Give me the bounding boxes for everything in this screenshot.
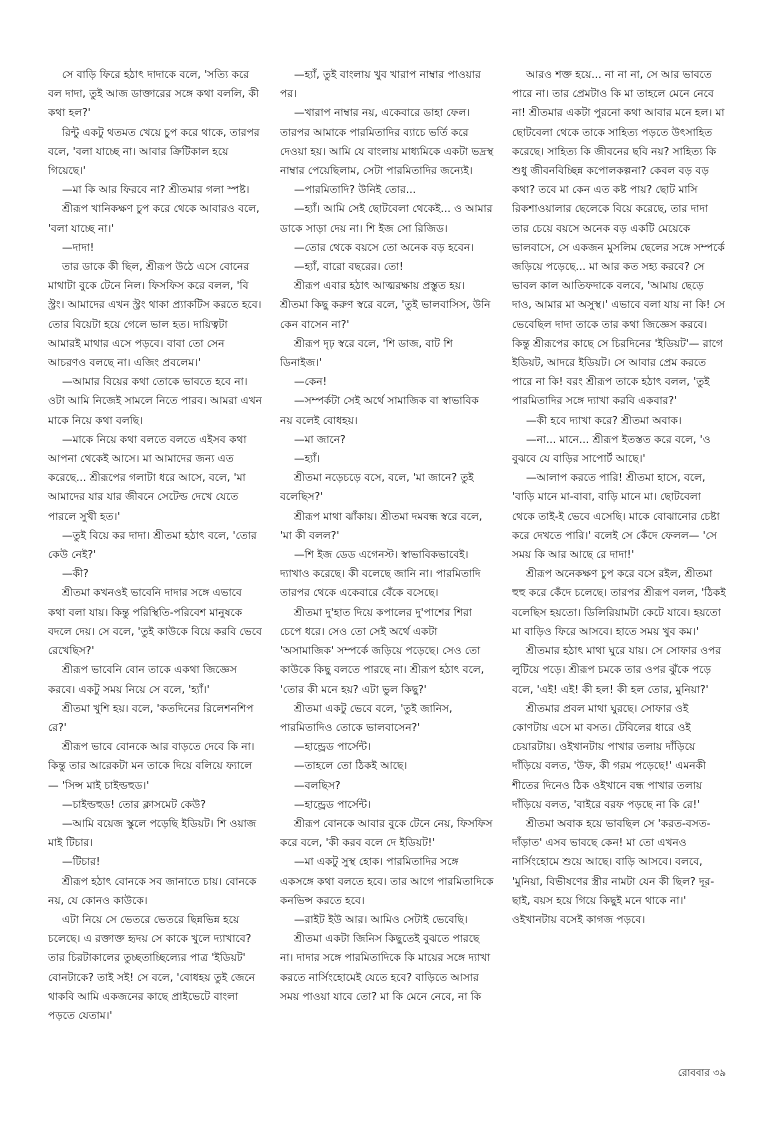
paragraph: শ্রীতমার প্রবল মাথা ঘুরছে। সোফার ওই কোণটায় এসে মা বসত। টেবিলের ধারে ওই চেয়ারটায়। ওইখানটায় পাখার তলায় দাঁড়িয়ে দাঁড়িয়ে বলত, 'উফ, কী গরম পড়েছে!' এমনকী শীতের দিনেও ঠিক ওইখানে বন্ধ পাখার তলায় দাঁড়িয়ে বলত, 'বাইরে বরফ পড়ছে না কি রে!' bbox=[512, 702, 706, 811]
paragraph: —টিচার! bbox=[62, 856, 101, 869]
paragraph: —চাইল্ডহুড! তোর ক্লাসমেট কেউ? bbox=[62, 798, 206, 811]
paragraph: —বলছিস? bbox=[294, 779, 341, 792]
paragraph: শ্রীরূপ হঠাৎ বোনকে সব জানাতে চায়। বোনকে নয়, যে কোনও কাউকে। bbox=[48, 875, 257, 907]
paragraph: —মা জানে? bbox=[294, 433, 346, 446]
paragraph: শ্রীরূপ এবার হঠাৎ আত্মরক্ষায় প্রস্তুত হয়। শ্রীতমা কিছু করুণ স্বরে বলে, 'তুই ভালবাসিস, উনি কেন বাসেন না?' bbox=[280, 280, 491, 331]
paragraph: —দাদা! bbox=[62, 241, 95, 254]
column-3 bbox=[512, 66, 726, 1056]
paragraph: রিন্টু একটু থতমত খেয়ে চুপ করে থাকে, তারপর বলে, 'বলা যাচ্ছে না। আবার ক্রিটিকাল হয়ে গিয়েছে।' bbox=[48, 126, 260, 178]
paragraph: —শি ইজ ডেড এগেনস্ট। স্বাভাবিকভাবেই। দ্যাখাও করেছে। কী বলেছে জানি না। পারমিতাদি তারপর থেকে একেবারে বেঁকে বসেছে। bbox=[280, 549, 481, 600]
paragraph: —মা একটু সুস্থ হোক। পারমিতাদির সঙ্গে একসঙ্গে কথা বলতে হবে। তার আগে পারমিতাদিকে কনভিন্স করতে হবে। bbox=[280, 856, 494, 907]
paragraph: শ্রীতমা খুশি হয়। বলে, 'কতদিনের রিলেশনশিপ রে?' bbox=[48, 702, 254, 734]
paragraph: শ্রীতমা দু'হাত দিয়ে কপালের দু'পাশের শিরা চেপে ধরে। সেও তো সেই অর্থে একটা 'অসামাজিক' সম্পর্কে জড়িয়ে পড়েছে। সেও তো কাউকে কিছু বলতে পারছে না। শ্রীরূপ হঠাৎ বলে, 'তোর কী মনে হয়? এটা ভুল কিছু?' bbox=[280, 606, 485, 696]
paragraph: শ্রীরূপ ভাবে বোনকে আর বাড়তে দেবে কি না। কিন্তু তার আরেকটা মন তাকে দিয়ে বলিয়ে ফ্যালে— 'সিন্স মাই চাইল্ডহুড।' bbox=[48, 741, 255, 792]
paragraph: শ্রীতমা একটু ভেবে বলে, 'তুই জানিস, পারমিতাদিও তোকে ভালবাসেন?' bbox=[280, 702, 453, 734]
paragraph: —তাহলে তো ঠিকই আছে। bbox=[294, 760, 408, 773]
paragraph: আরও শক্ত হয়ে... না না না, সে আর ভাবতে পারে না। তার প্রেমটাও কি মা তাহলে মেনে নেবে না! শ্রীতমার একটা পুরনো কথা আবার মনে হল। মা ছোটবেলা থেকে তাকে সাহিত্য পড়তে উৎসাহিত করেছে। সাহিত্য কি জীবনের ছবি নয়? সাহিত্য কি শুধু জীবনবিচ্ছিন্ন কপোলকল্পনা? কেবল বড় বড় কথা? তবে মা কেন এত কষ্ট পায়? ছোট মাসি রিকশাওয়ালার ছেলেকে বিয়ে করেছে, তার দাদা তার চেয়ে বয়সে অনেক বড় একটি মেয়েকে ভালবাসে, সে একজন মুসলিম ছেলের সঙ্গে সম্পর্কে জড়িয়ে পড়েছে... মা আর কত সহ্য করবে? সে ভাবল কাল আতিফদাকে বলবে, 'আমায় ছেড়ে দাও, আমার মা অসুস্থ।' এভাবে বলা যায় না কি! সে ভেবেছিল দাদা তাকে তার কথা জিজ্ঞেস করবে। কিন্তু শ্রীরূপের কাছে সে চিরদিনের 'ইডিয়ট'— রাগে ইডিয়ট, আদরে ইডিয়ট। সে আবার প্রেম করতে পারে না কি! বরং শ্রীরূপ তাকে হঠাৎ বলল, 'তুই পারমিতাদির সঙ্গে দ্যাখা করবি একবার?' bbox=[512, 69, 725, 408]
paragraph: শ্রীতমা অবাক হয়ে ভাবছিল সে 'করত-বসত-দাঁড়াত' এসব ভাবছে কেন! মা তো এখনও নার্সিংহোমে শুয়ে আছে। বাড়ি আসবে। বলবে, 'মুনিয়া, বিভীষণের স্ত্রীর নামটা যেন কী ছিল? দূর-ছাই, বয়স হয়ে গিয়ে কিছুই মনে থাকে না।' ওইখানটায় বসেই কাগজ পড়বে। bbox=[512, 817, 715, 926]
paragraph: শ্রীতমা কখনওই ভাবেনি দাদার সঙ্গে এভাবে কথা বলা যায়। কিন্তু পরিস্থিতি-পরিবেশ মানুষকে বদলে দেয়। সে বলে, 'তুই কাউকে বিয়ে করবি ভেবে রেখেছিস?' bbox=[48, 587, 262, 658]
paragraph: —কেন! bbox=[294, 376, 327, 389]
paragraph: —কী হবে দ্যাখা করে? শ্রীতমা অবাক। bbox=[526, 414, 682, 427]
paragraph: —রাইট ইউ আর। আমিও সেটাই ভেবেছি। bbox=[294, 913, 468, 926]
paragraph: —না... মানে... শ্রীরূপ ইতস্তত করে বলে, 'ও বুঝবে যে বাড়ির সাপোর্ট আছে।' bbox=[512, 433, 711, 466]
paragraph: —পারমিতাদি? উনিই তোর... bbox=[294, 184, 416, 197]
paragraph: —সম্পর্কটা সেই অর্থে সামাজিক বা স্বাভাবিক নয় বলেই বোধহয়। bbox=[280, 395, 479, 427]
paragraph: —মা কি আর ফিরবে না? শ্রীতমার গলা স্পষ্ট। bbox=[62, 184, 250, 197]
paragraph: শ্রীরূপ ভাবেনি বোন তাকে একথা জিজ্ঞেস করবে। একটু সময় নিয়ে সে বলে, 'হ্যাঁ।' bbox=[48, 664, 237, 696]
paragraph: শ্রীরূপ মাথা ঝাঁকায়। শ্রীতমা দমবন্ধ স্বরে বলে, 'মা কী বলল?' bbox=[280, 510, 483, 542]
paragraph: তার ডাকে কী ছিল, শ্রীরূপ উঠে এসে বোনের মাথাটা বুকে টেনে নিল। ফিসফিস করে বলল, 'বি স্ট্রং। আমাদের এখন স্ট্রং থাকা প্র্যাকটিস করতে হবে। তোর বিয়েটা হয়ে গেলে ভাল হত। দায়িত্বটা আমারই মাথার এসে পড়বে। বাবা তো সেন আচরণও বলছে না। এজিং প্রবলেম।' bbox=[48, 261, 262, 370]
paragraph: এটা নিয়ে সে ভেতরে ভেতরে ছিন্নভিন্ন হয়ে চলেছে। এ রক্তাক্ত হৃদয় সে কাকে খুলে দ্যাখাবে? তার চিরটাকালের তুচ্ছতাচ্ছিল্যের পাত্র 'ইডিয়ট' বোনটাকে? তাই সই! সে বলে, 'বোধহয় তুই জেনে থাকবি আমি একজনের কাছে প্রাইভেটে বাংলা পড়তে যেতাম।' bbox=[48, 913, 256, 1022]
page-footer bbox=[678, 1066, 726, 1083]
paragraph: —হান্ড্রেড পার্সেন্ট। bbox=[294, 798, 371, 811]
paragraph: —হ্যাঁ, তুই বাংলায় খুব খারাপ নাম্বার পাওয়ার পর। bbox=[280, 69, 481, 101]
paragraph: —তুই বিয়ে কর দাদা। শ্রীতমা হঠাৎ বলে, 'তোর কেউ নেই?' bbox=[48, 529, 257, 562]
paragraph: —আমি বয়েজ স্কুলে পড়েছি ইডিয়ট। শি ওয়াজ মাই টিচার। bbox=[48, 817, 257, 850]
paragraph: —খারাপ নাম্বার নয়, একেবারে ডাহা ফেল। তারপর আমাকে পারমিতাদির ব্যাচে ভর্তি করে দেওয়া হয়। আমি যে বাংলায় মাধ্যমিকে একটা ভদ্রস্থ নাম্বার পেয়েছিলাম, সেটা পারমিতাদির জন্যেই। bbox=[280, 107, 494, 178]
paragraph: শ্রীরূপ দৃঢ় স্বরে বলে, 'শি ডাজ, বাট শি ডিনাইজ।' bbox=[280, 337, 453, 370]
paragraph: শ্রীতমা নড়েচড়ে বসে, বলে, 'মা জানে? তুই বলেছিস?' bbox=[280, 472, 474, 504]
paragraph: —হ্যাঁ। bbox=[294, 453, 321, 466]
paragraph: শ্রীরূপ খানিকক্ষণ চুপ করে থেকে আবারও বলে, 'বলা যাচ্ছে না।' bbox=[48, 203, 260, 235]
paragraph: শ্রীতমা একটা জিনিস কিছুতেই বুঝতে পারছে না। দাদার সঙ্গে পারমিতাদিকে কি মায়ের সঙ্গে দ্যাখা করতে নার্সিংহোমেই যেতে হবে? বাড়িতে আসার সময় পাওয়া যাবে তো? মা কি মেনে নেবে, না কি bbox=[280, 933, 491, 1003]
paragraph: শ্রীরূপ অনেকক্ষণ চুপ করে বসে রইল, শ্রীতমা হুহু করে কেঁদে চলেছে। তারপর শ্রীরূপ বলল, 'ঠিকই বলেছিস হয়তো। ডিলিরিয়ামটা কেটে যাবে। হয়তো মা বাড়িও ফিরে আসবে। হাতে সময় খুব কম।' bbox=[512, 568, 726, 638]
paragraph: —হ্যাঁ। আমি সেই ছোটবেলা থেকেই... ও আমার ডাকে সাড়া দেয় না। শি ইজ সো রিজিড। bbox=[280, 203, 493, 235]
paragraph: —মাকে নিয়ে কথা বলতে বলতে এইসব কথা আপনা থেকেই আসে। মা আমাদের জন্য এত করেছে... শ্রীরূপের গলাটা ধরে আসে, বলে, 'মা আমাদের যার যার জীবনে সেটেল্ড দেখে যেতে পারলে সুখী হত।' bbox=[48, 433, 247, 523]
paragraph: —কী? bbox=[62, 568, 89, 581]
paragraph: —আলাপ করতে পারি! শ্রীতমা হাসে, বলে, 'বাড়ি মানে মা-বাবা, বাড়ি মানে মা। ছোটবেলা থেকে তাই-ই ভেবে এসেছি। মাকে বোঝানোর চেষ্টা করে দেখতে পারি।' বলেই সে কেঁদে ফেলল— 'সে সময় কি আর আছে রে দাদা!' bbox=[512, 472, 720, 562]
paragraph: —হ্যাঁ, বারো বছরের। তো! bbox=[294, 261, 404, 274]
column-1 bbox=[48, 66, 262, 1056]
paragraph: সে বাড়ি ফিরে হঠাৎ দাদাকে বলে, 'সত্যি করে বল দাদা, তুই আজ ডাক্তারের সঙ্গে কথা বললি, কী কথা হল?' bbox=[48, 69, 259, 120]
paragraph: শ্রীতমার হঠাৎ মাথা ঘুরে যায়। সে সোফার ওপর লুটিয়ে পড়ে। শ্রীরূপ চমকে তার ওপর ঝুঁকে পড়ে বলে, 'এই! এই! কী হল! কী হল তোর, মুনিয়া?' bbox=[512, 645, 722, 696]
column-2 bbox=[280, 66, 494, 1056]
article-columns bbox=[48, 66, 726, 1056]
paragraph: —হান্ড্রেড পার্সেন্ট। bbox=[294, 741, 371, 754]
page-number-label: রোববার ৩৯ bbox=[677, 1068, 726, 1079]
paragraph: —তোর থেকে বয়সে তো অনেক বড় হবেন। bbox=[294, 241, 474, 254]
paragraph: শ্রীরূপ বোনকে আবার বুকে টেনে নেয়, ফিসফিস করে বলে, 'কী করব বলে দে ইডিয়ট!' bbox=[280, 817, 493, 850]
paragraph: —আমার বিয়ের কথা তোকে ভাবতে হবে না। ওটা আমি নিজেই সামলে নিতে পারব। আমরা এখন মাকে নিয়ে কথা বলছি। bbox=[48, 376, 262, 427]
